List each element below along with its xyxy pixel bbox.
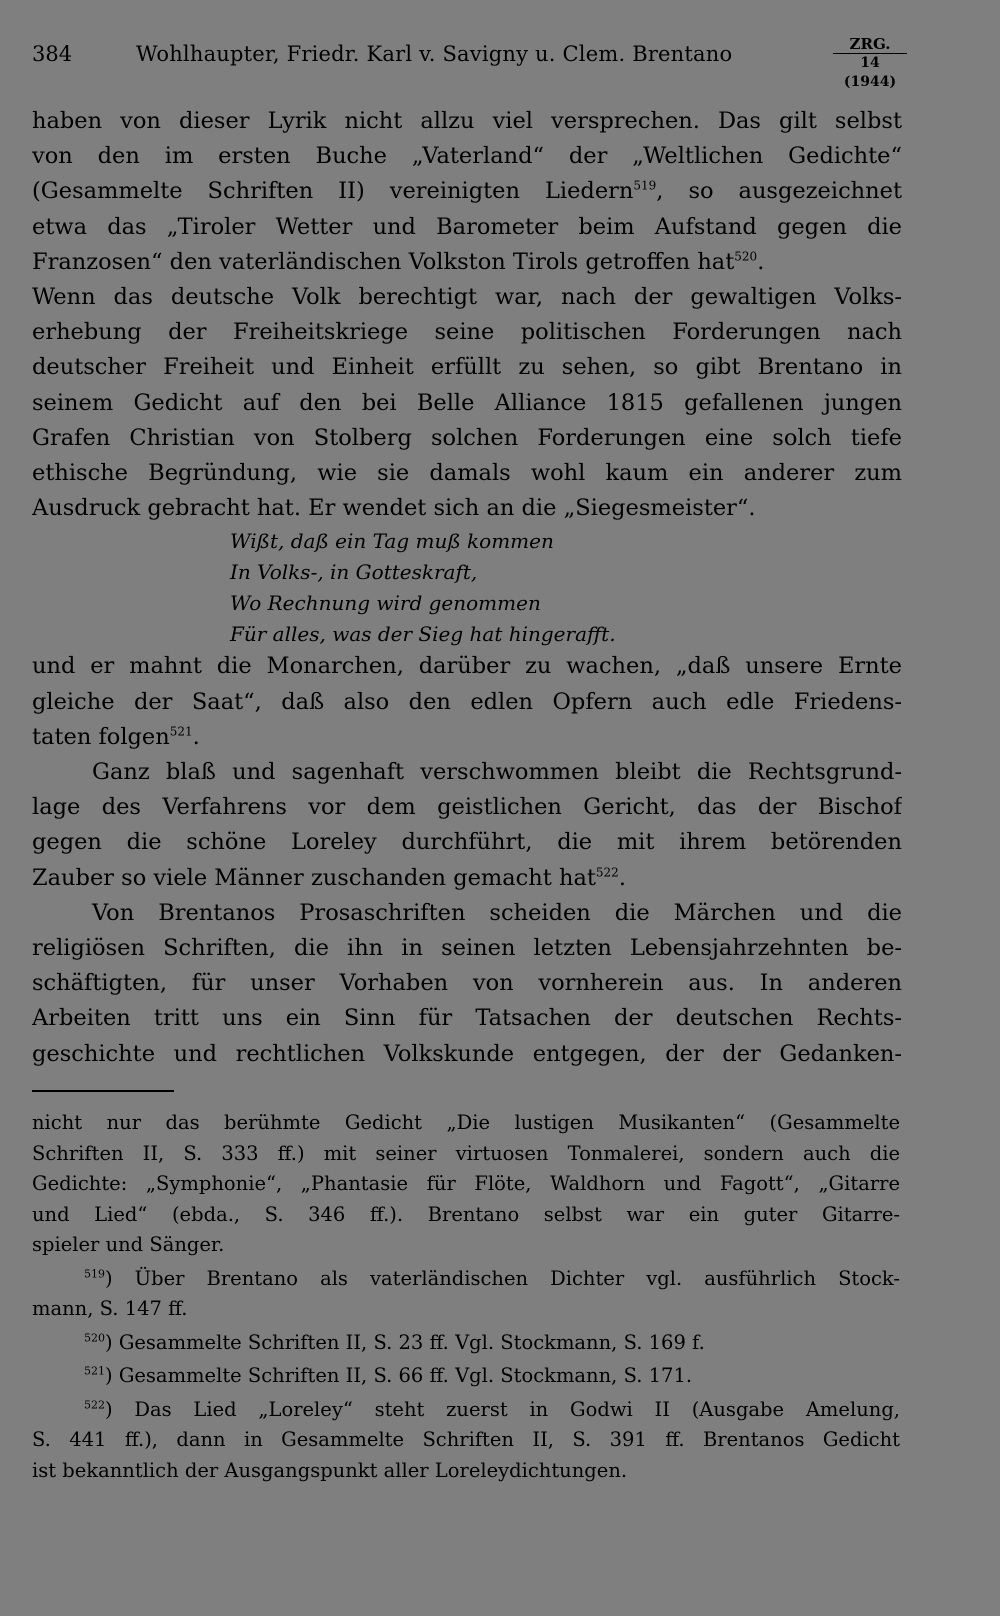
footnote [32,1264,900,1325]
text-line: ethische Begründung, wie sie damals wohl kaum ein anderer zum [32,459,902,486]
text-line: lage des Verfahrens vor dem geistlichen Gericht, das der Bischof [32,794,902,821]
footnote-line: und Lied“ (ebda., S. 346 ff.). Brentano selbst war ein guter Gitarre- [32,1202,900,1226]
footnote-line: spieler und Sänger. [32,1233,225,1256]
text-line: Von Brentanos Prosaschriften scheiden die Märchen und die [92,899,902,926]
verse-line: Wißt, daß ein Tag muß kommen [230,529,554,554]
verse-line: In Volks-, in Gotteskraft, [230,560,478,585]
text-line: (Gesammelte Schriften II) vereinigten Liedern$^{519}$, so ausgezeichnet [32,178,902,205]
footnote-text: ist bekanntlich der Ausgangspunkt aller Loreleydichtungen. [32,1458,628,1482]
footnote-line: nicht nur das berühmte Gedicht „Die lustigen Musikanten“ (Gesammelte [32,1111,900,1134]
footnote-line: $^{522}$) Das Lied „Loreley“ steht zuerst in Godwi II (Ausgabe Amelung, [84,1397,900,1421]
footnote-text: mann, S. 147 ff. [32,1297,188,1320]
journal-abbreviation: ZRG. [833,36,907,54]
footnote-line [32,1294,900,1325]
footnote-reference: 522 [595,865,619,880]
journal-volume: 14 (1944) [843,55,897,90]
journal-reference [833,36,907,92]
text-line: religiösen Schriften, die ihn in seinen letzten Lebensjahrzehnten be- [32,934,902,961]
text-line: Grafen Christian von Stolberg solchen Forderungen eine solch tiefe [32,424,902,451]
verse-quotation [32,526,902,649]
verse-line: Für alles, was der Sieg hat hingerafft. [230,621,616,646]
text-line: Ausdruck gebracht hat. Er wendet sich an die „Siegesmeister“. [32,495,756,522]
verse-line: Wo Rechnung wird genommen [230,590,541,615]
text-line: Zauber so viele Männer zuschanden gemacht hat$^{522}$. [32,864,626,891]
text-line: taten folgen$^{521}$. [32,723,200,750]
footnote-text: S. 441 ff.), dann in Gesammelte Schriften II, S. 391 ff. Brentanos Gedicht [32,1428,900,1451]
text-line: erhebung der Freiheitskriege seine politischen Forderungen nach [32,319,902,346]
footnote-divider [32,1090,174,1092]
footnote-text: Über Brentano als vaterländischen Dichter vgl. ausführlich Stock- [134,1266,900,1290]
running-title: Wohlhaupter, Friedr. Karl v. Savigny u. Clem. Brentano [136,42,733,66]
page-number: 384 [32,42,73,66]
text-line: deutscher Freiheit und Einheit erfüllt zu sehen, so gibt Brentano in [32,354,902,381]
footnote-reference: 520 [734,249,758,264]
footnote [32,1395,900,1487]
footnote-line: $^{519}$) Über Brentano als vaterländischen Dichter vgl. ausführlich Stock- [84,1266,900,1290]
text-line: seinem Gedicht auf den bei Belle Alliance 1815 gefallenen jungen [32,389,902,416]
footnote-line [32,1425,900,1456]
footnote-line: $^{520}$) Gesammelte Schriften II, S. 23 ff. Vgl. Stockmann, S. 169 f. [84,1330,705,1354]
footnote-line: Schriften II, S. 333 ff.) mit seiner virtuosen Tonmalerei, sondern auch die [32,1141,900,1165]
footnote-continuation [32,1108,900,1261]
footnote-text: Gesammelte Schriften II, S. 23 ff. Vgl. Stockmann, S. 169 f. [118,1330,705,1354]
footnote-number: 521 [84,1364,105,1378]
footnote-number: 520 [84,1331,105,1344]
footnote [32,1361,900,1392]
footnote-reference: 521 [169,724,193,739]
footnotes-section [32,1108,900,1486]
text-line: Ganz blaß und sagenhaft verschwommen bleibt die Rechtsgrund- [92,759,902,785]
text-line: gleiche der Saat“, daß also den edlen Opfern auch edle Friedens- [32,688,902,715]
text-line: von den im ersten Buche „Vaterland“ der „Weltlichen Gedichte“ [32,143,902,170]
text-line: haben von dieser Lyrik nicht allzu viel versprechen. Das gilt selbst [32,108,902,134]
text-line: Arbeiten tritt uns ein Sinn für Tatsachen der deutschen Rechts- [32,1005,902,1032]
footnote [32,1328,900,1359]
text-line: schäftigten, für unser Vorhaben von vornherein aus. In anderen [32,970,902,997]
paragraph-block [32,649,902,1071]
text-line: und er mahnt die Monarchen, darüber zu wachen, „daß unsere Ernte [32,653,902,680]
footnote-number: 519 [84,1267,105,1280]
text-line: etwa das „Tiroler Wetter und Barometer beim Aufstand gegen die [32,213,902,240]
text-line: gegen die schöne Loreley durchführt, die mit ihrem betörenden [32,829,902,856]
footnote-line: $^{521}$) Gesammelte Schriften II, S. 66 ff. Vgl. Stockmann, S. 171. [84,1364,693,1387]
page-header [32,35,907,90]
main-text [32,104,902,1072]
footnote-line [32,1456,900,1487]
footnote-text: Gesammelte Schriften II, S. 66 ff. Vgl. Stockmann, S. 171. [118,1364,693,1387]
footnote-text: Das Lied „Loreley“ steht zuerst in Godwi II (Ausgabe Amelung, [134,1397,900,1421]
paragraph-block [32,104,902,526]
footnote-reference: 519 [633,178,657,193]
footnote-line: Gedichte: „Symphonie“, „Phantasie für Flöte, Waldhorn und Fagott“, „Gitarre [32,1172,900,1195]
text-line: geschichte und rechtlichen Volkskunde entgegen, der der Gedanken- [32,1040,902,1067]
text-line: Wenn das deutsche Volk berechtigt war, nach der gewaltigen Volks- [32,283,902,310]
text-line: Franzosen“ den vaterländischen Volkston Tirols getroffen hat$^{520}$. [32,248,765,275]
footnote-list [32,1264,900,1487]
footnote-number: 522 [84,1398,105,1411]
